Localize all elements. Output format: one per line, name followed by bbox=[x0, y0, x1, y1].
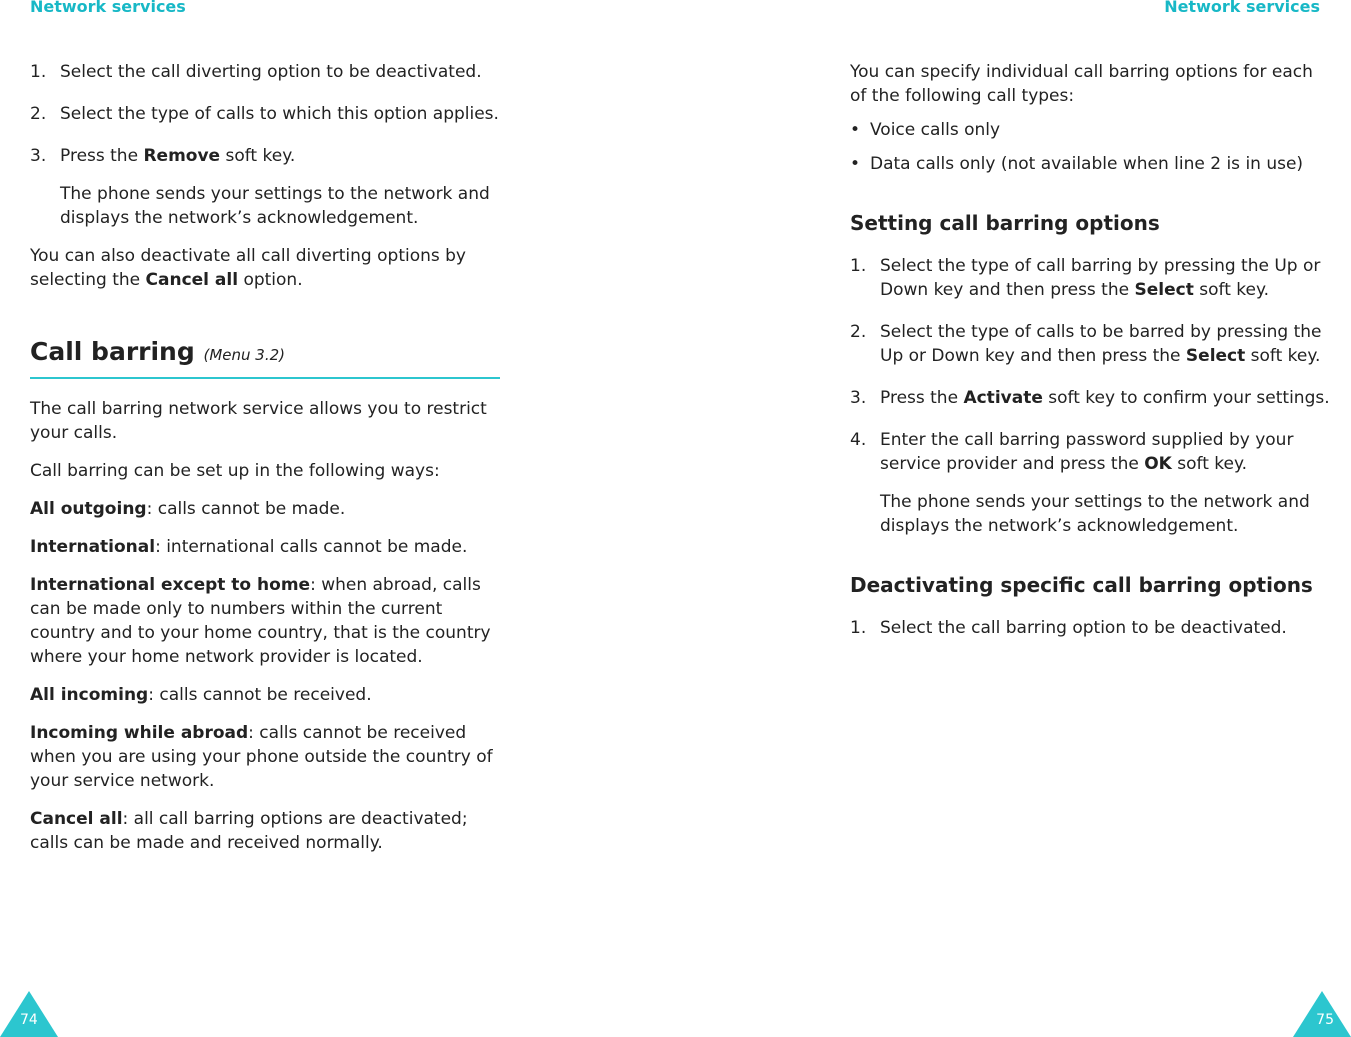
page-number-right: 75 bbox=[1316, 1012, 1334, 1028]
option-all-outgoing: All outgoing: calls cannot be made. bbox=[30, 499, 346, 519]
option-international-except-home: International except to home: when abroad, calls can be made only to numbers within the current country and to your home country, that is the country where your home network provider is located. bbox=[30, 575, 491, 667]
setting-step-4-note: The phone sends your settings to the network and displays the network’s acknowledgement. bbox=[880, 492, 1310, 536]
heading-setting-options: Setting call barring options bbox=[850, 211, 1160, 235]
bullet-data-calls: • Data calls only (not available when line 2 is in use) bbox=[850, 154, 1304, 174]
running-header-left: Network services bbox=[30, 0, 186, 16]
step-2: 2. Select the type of calls to which this option applies. bbox=[30, 104, 499, 124]
step-3: 3. Press the Remove soft key. bbox=[30, 146, 296, 166]
heading-deactivating-options: Deactivating specific call barring options bbox=[850, 573, 1313, 597]
setting-step-4: 4. Enter the call barring password supplied by your service provider and press the OK soft key. bbox=[850, 430, 1294, 474]
option-all-incoming: All incoming: calls cannot be received. bbox=[30, 685, 372, 705]
setting-step-2: 2. Select the type of calls to be barred by pressing the Up or Down key and then press the Select soft key. bbox=[850, 322, 1322, 366]
call-types-intro: You can specify individual call barring options for each of the following call types: bbox=[850, 62, 1313, 106]
left-page-content bbox=[30, 60, 500, 855]
menu-reference: (Menu 3.2) bbox=[203, 346, 285, 364]
intro-paragraph: The call barring network service allows you to restrict your calls. bbox=[30, 399, 487, 443]
bullet-icon: • bbox=[850, 154, 861, 174]
setting-step-1: 1. Select the type of call barring by pressing the Up or Down key and then press the Select soft key. bbox=[850, 256, 1321, 300]
setting-step-3: 3. Press the Activate soft key to confirm your settings. bbox=[850, 388, 1330, 408]
bullet-voice-calls: • Voice calls only bbox=[850, 120, 1001, 140]
option-cancel-all: Cancel all: all call barring options are deactivated; calls can be made and received normally. bbox=[30, 809, 468, 853]
running-header-right: Network services bbox=[1164, 0, 1320, 16]
right-page-content bbox=[850, 60, 1330, 640]
deactivate-step-1: 1. Select the call barring option to be deactivated. bbox=[850, 618, 1287, 638]
ways-paragraph: Call barring can be set up in the following ways: bbox=[30, 461, 440, 481]
cancel-all-paragraph: You can also deactivate all call diverting options by selecting the Cancel all option. bbox=[30, 246, 466, 290]
step-3-note: The phone sends your settings to the network and displays the network’s acknowledgement. bbox=[60, 184, 490, 228]
step-1: 1. Select the call diverting option to be deactivated. bbox=[30, 62, 482, 82]
section-title-call-barring: Call barring (Menu 3.2) bbox=[30, 336, 500, 379]
option-international: International: international calls cannot be made. bbox=[30, 537, 468, 557]
page-number-left: 74 bbox=[20, 1012, 38, 1028]
option-incoming-while-abroad: Incoming while abroad: calls cannot be received when you are using your phone outside the country of your service network. bbox=[30, 723, 493, 791]
bullet-icon: • bbox=[850, 120, 861, 140]
